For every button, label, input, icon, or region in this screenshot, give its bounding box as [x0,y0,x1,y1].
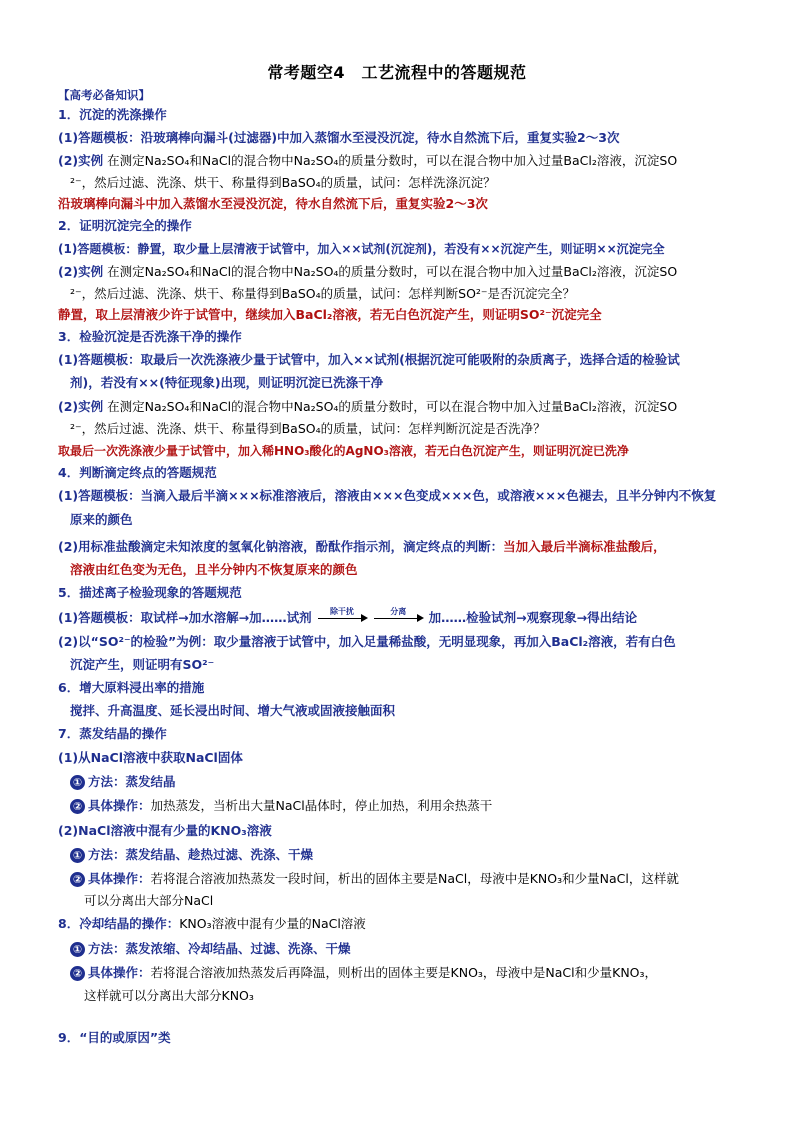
section-7-sub1-method: ① 方法：蒸发结晶 [70,773,742,791]
section-1-heading: 1．沉淀的洗涤操作 [58,107,167,122]
section-3-template-cont: 剂)，若没有××(特征现象)出现，则证明沉淀已洗涤干净 [70,375,384,390]
section-5-template: (1)答题模板：取试样→加水溶解→加……试剂 除干扰 分离 加……检验试剂→观察现象→得出结论 [58,607,638,625]
section-6-text: 搅拌、升高温度、延长浸出时间、增大气液或固液接触面积 [70,703,396,718]
section-5-example-cont: 沉淀产生，则证明有SO²⁻ [70,657,215,672]
section-7-heading: 7．蒸发结晶的操作 [58,726,167,741]
section-8-steps: ② 具体操作：若将混合溶液加热蒸发后再降温，则析出的固体主要是KNO₃，母液中是NaCl和少量KNO₃， [70,964,742,982]
arrow-remove-interference: 除干扰 [316,610,368,624]
section-1-answer: 沿玻璃棒向漏斗中加入蒸馏水至浸没沉淀，待水自然流下后，重复实验2～3次 [58,196,488,211]
section-7-sub1: (1)从NaCl溶液中获取NaCl固体 [58,750,243,765]
section-7-sub2: (2)NaCl溶液中混有少量的KNO₃溶液 [58,823,272,838]
section-9-heading: 9．“目的或原因”类 [58,1030,171,1045]
arrow-separate: 分离 [372,610,424,624]
section-4-example-cont: 溶液由红色变为无色，且半分钟内不恢复原来的颜色 [70,562,358,577]
section-6-heading: 6．增大原料浸出率的措施 [58,680,205,695]
section-3-answer: 取最后一次洗涤液少量于试管中，加入稀HNO₃酸化的AgNO₃溶液，若无白色沉淀产生，则证明沉淀已洗净 [58,444,629,458]
section-8-steps-cont: 这样就可以分离出大部分KNO₃ [84,988,254,1003]
section-3-template: (1)答题模板：取最后一次洗涤液少量于试管中，加入××试剂(根据沉淀可能吸附的杂质离子，选择合适的检验试 [58,352,680,367]
section-4-example: (2)用标准盐酸滴定未知浓度的氢氧化钠溶液，酚酞作指示剂，滴定终点的判断：当加入最后半滴标准盐酸后， [58,539,666,554]
number-1-icon: ① [70,775,85,790]
number-2-icon: ② [70,966,85,981]
section-3-example: (2)实例 在测定Na₂SO₄和NaCl的混合物中Na₂SO₄的质量分数时，可以在混合物中加入过量BaCl₂溶液，沉淀SO [58,399,678,414]
section-4-heading: 4．判断滴定终点的答题规范 [58,465,217,480]
section-1-example-cont: ²⁻，然后过滤、洗涤、烘干、称量得到BaSO₄的质量，试问：怎样洗涤沉淀？ [70,175,496,190]
number-2-icon: ② [70,799,85,814]
section-7-sub2-steps-cont: 可以分离出大部分NaCl [84,893,214,908]
section-5-example: (2)以“SO²⁻的检验”为例：取少量溶液于试管中，加入足量稀盐酸，无明显现象，再加入BaCl₂溶液，若有白色 [58,634,676,649]
section-2-template: (1)答题模板：静置，取少量上层清液于试管中，加入××试剂(沉淀剂)，若没有××沉淀产生，则证明××沉淀完全 [58,242,665,256]
section-4-template-cont: 原来的颜色 [70,512,133,527]
section-1-example: (2)实例 在测定Na₂SO₄和NaCl的混合物中Na₂SO₄的质量分数时，可以在混合物中加入过量BaCl₂溶液，沉淀SO [58,153,678,168]
page-title: 常考题空4 工艺流程中的答题规范 [267,63,527,82]
section-3-example-cont: ²⁻，然后过滤、洗涤、烘干、称量得到BaSO₄的质量，试问：怎样判断沉淀是否洗净？ [70,421,546,436]
number-1-icon: ① [70,848,85,863]
section-1-template: (1)答题模板：沿玻璃棒向漏斗(过滤器)中加入蒸馏水至浸没沉淀，待水自然流下后，重复实验2～3次 [58,130,620,145]
section-2-answer: 静置，取上层清液少许于试管中，继续加入BaCl₂溶液，若无白色沉淀产生，则证明SO²⁻沉淀完全 [58,307,602,322]
section-5-heading: 5．描述离子检验现象的答题规范 [58,585,242,600]
section-3-heading: 3．检验沉淀是否洗涤干净的操作 [58,329,242,344]
number-1-icon: ① [70,942,85,957]
section-8-heading: 8．冷却结晶的操作：KNO₃溶液中混有少量的NaCl溶液 [58,916,366,931]
section-7-sub2-steps: ② 具体操作：若将混合溶液加热蒸发一段时间，析出的固体主要是NaCl，母液中是KNO₃和少量NaCl，这样就 [70,870,742,888]
section-2-example: (2)实例 在测定Na₂SO₄和NaCl的混合物中Na₂SO₄的质量分数时，可以在混合物中加入过量BaCl₂溶液，沉淀SO [58,264,678,279]
section-2-heading: 2．证明沉淀完全的操作 [58,218,192,233]
section-8-method: ① 方法：蒸发浓缩、冷却结晶、过滤、洗涤、干燥 [70,940,742,958]
section-2-example-cont: ²⁻，然后过滤、洗涤、烘干、称量得到BaSO₄的质量，试问：怎样判断SO²⁻是否沉淀完全？ [70,286,576,301]
section-7-sub2-method: ① 方法：蒸发结晶、趁热过滤、洗涤、干燥 [70,846,742,864]
section-tag: 【高考必备知识】 [58,88,150,102]
section-7-sub1-steps: ② 具体操作：加热蒸发，当析出大量NaCl晶体时，停止加热，利用余热蒸干 [70,797,742,815]
section-4-template: (1)答题模板：当滴入最后半滴×××标准溶液后，溶液由×××色变成×××色，或溶液×××色褪去，且半分钟内不恢复 [58,488,717,503]
number-2-icon: ② [70,872,85,887]
